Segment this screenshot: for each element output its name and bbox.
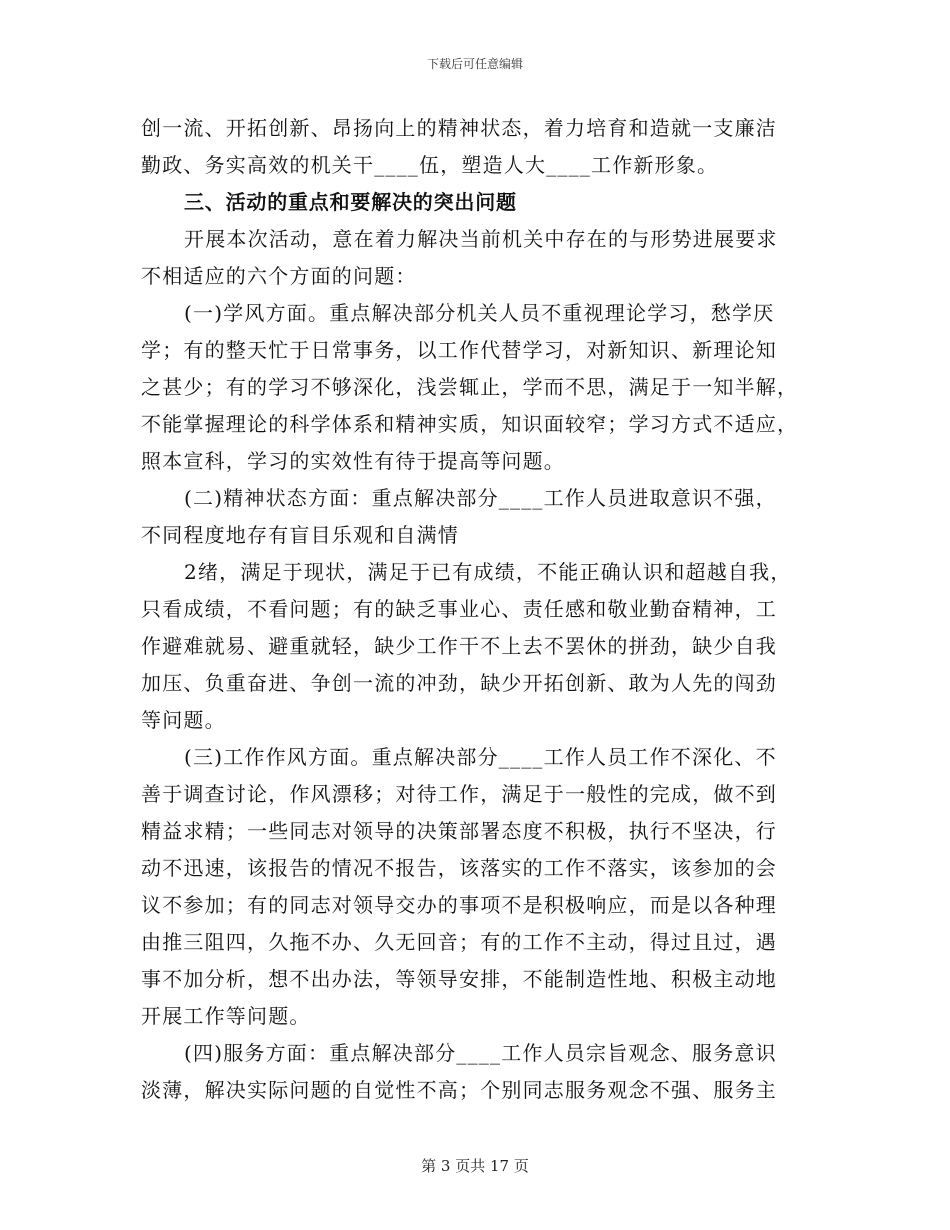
text-line: (一)学风方面。重点解决部分机关人员不重视理论学习，愁学厌	[184, 301, 775, 325]
text-line: 由推三阻四，久拖不办、久无回音；有的工作不主动，得过且过，遇	[141, 930, 777, 954]
text-line: (三)工作作风方面。重点解决部分____工作人员工作不深化、不	[184, 745, 777, 769]
section-heading: 三、活动的重点和要解决的突出问题	[184, 190, 517, 214]
text-line: 善于调查讨论，作风漂移；对待工作，满足于一般性的完成，做不到	[141, 782, 777, 806]
text-line: 2绪，满足于现状，满足于已有成绩，不能正确认识和超越自我，	[184, 560, 792, 584]
text-line: 不能掌握理论的科学体系和精神实质，知识面较窄；学习方式不适应，	[141, 412, 799, 436]
text-line: 动不迅速，该报告的情况不报告，该落实的工作不落实，该参加的会	[141, 856, 777, 880]
page-header: 下载后可任意编辑	[426, 57, 523, 71]
text-line: 开展本次活动，意在着力解决当前机关中存在的与形势进展要求	[184, 227, 778, 251]
text-line: 不相适应的六个方面的问题：	[141, 264, 417, 288]
text-line: 精益求精；一些同志对领导的决策部署态度不积极，执行不坚决，行	[141, 819, 777, 843]
text-line: 事不加分析，想不出办法，等领导安排，不能制造性地、积极主动地	[141, 967, 777, 991]
text-line: 作避难就易、避重就轻，缺少工作干不上去不罢休的拼劲，缺少自我	[141, 634, 777, 658]
document-body	[141, 110, 811, 1109]
text-line: 议不参加；有的同志对领导交办的事项不是积极响应，而是以各种理	[141, 893, 777, 917]
text-line: 只看成绩，不看问题；有的缺乏事业心、责任感和敬业勤奋精神，工	[141, 597, 777, 621]
text-line: (二)精神状态方面：重点解决部分____工作人员进取意识不强，	[184, 486, 777, 510]
page-footer: 第 3 页共 17 页	[421, 1157, 529, 1175]
text-line: 之甚少；有的学习不够深化，浅尝辄止，学而不思，满足于一知半解，	[141, 375, 799, 399]
text-line: 学；有的整天忙于日常事务，以工作代替学习，对新知识、新理论知	[141, 338, 777, 362]
text-line: (四)服务方面：重点解决部分____工作人员宗旨观念、服务意识	[184, 1041, 777, 1065]
text-line: 勤政、务实高效的机关干____伍，塑造人大____工作新形象。	[141, 153, 719, 177]
text-line: 淡薄，解决实际问题的自觉性不高；个别同志服务观念不强、服务主	[141, 1078, 777, 1102]
text-line: 不同程度地存有盲目乐观和自满情	[141, 523, 459, 547]
text-line: 照本宣科，学习的实效性有待于提高等问题。	[141, 449, 565, 473]
text-line: 创一流、开拓创新、昂扬向上的精神状态，着力培育和造就一支廉洁	[141, 116, 777, 140]
text-line: 加压、负重奋进、争创一流的冲劲，缺少开拓创新、敢为人先的闯劲	[141, 671, 777, 695]
text-line: 开展工作等问题。	[141, 1004, 311, 1028]
text-line: 等问题。	[141, 708, 226, 732]
